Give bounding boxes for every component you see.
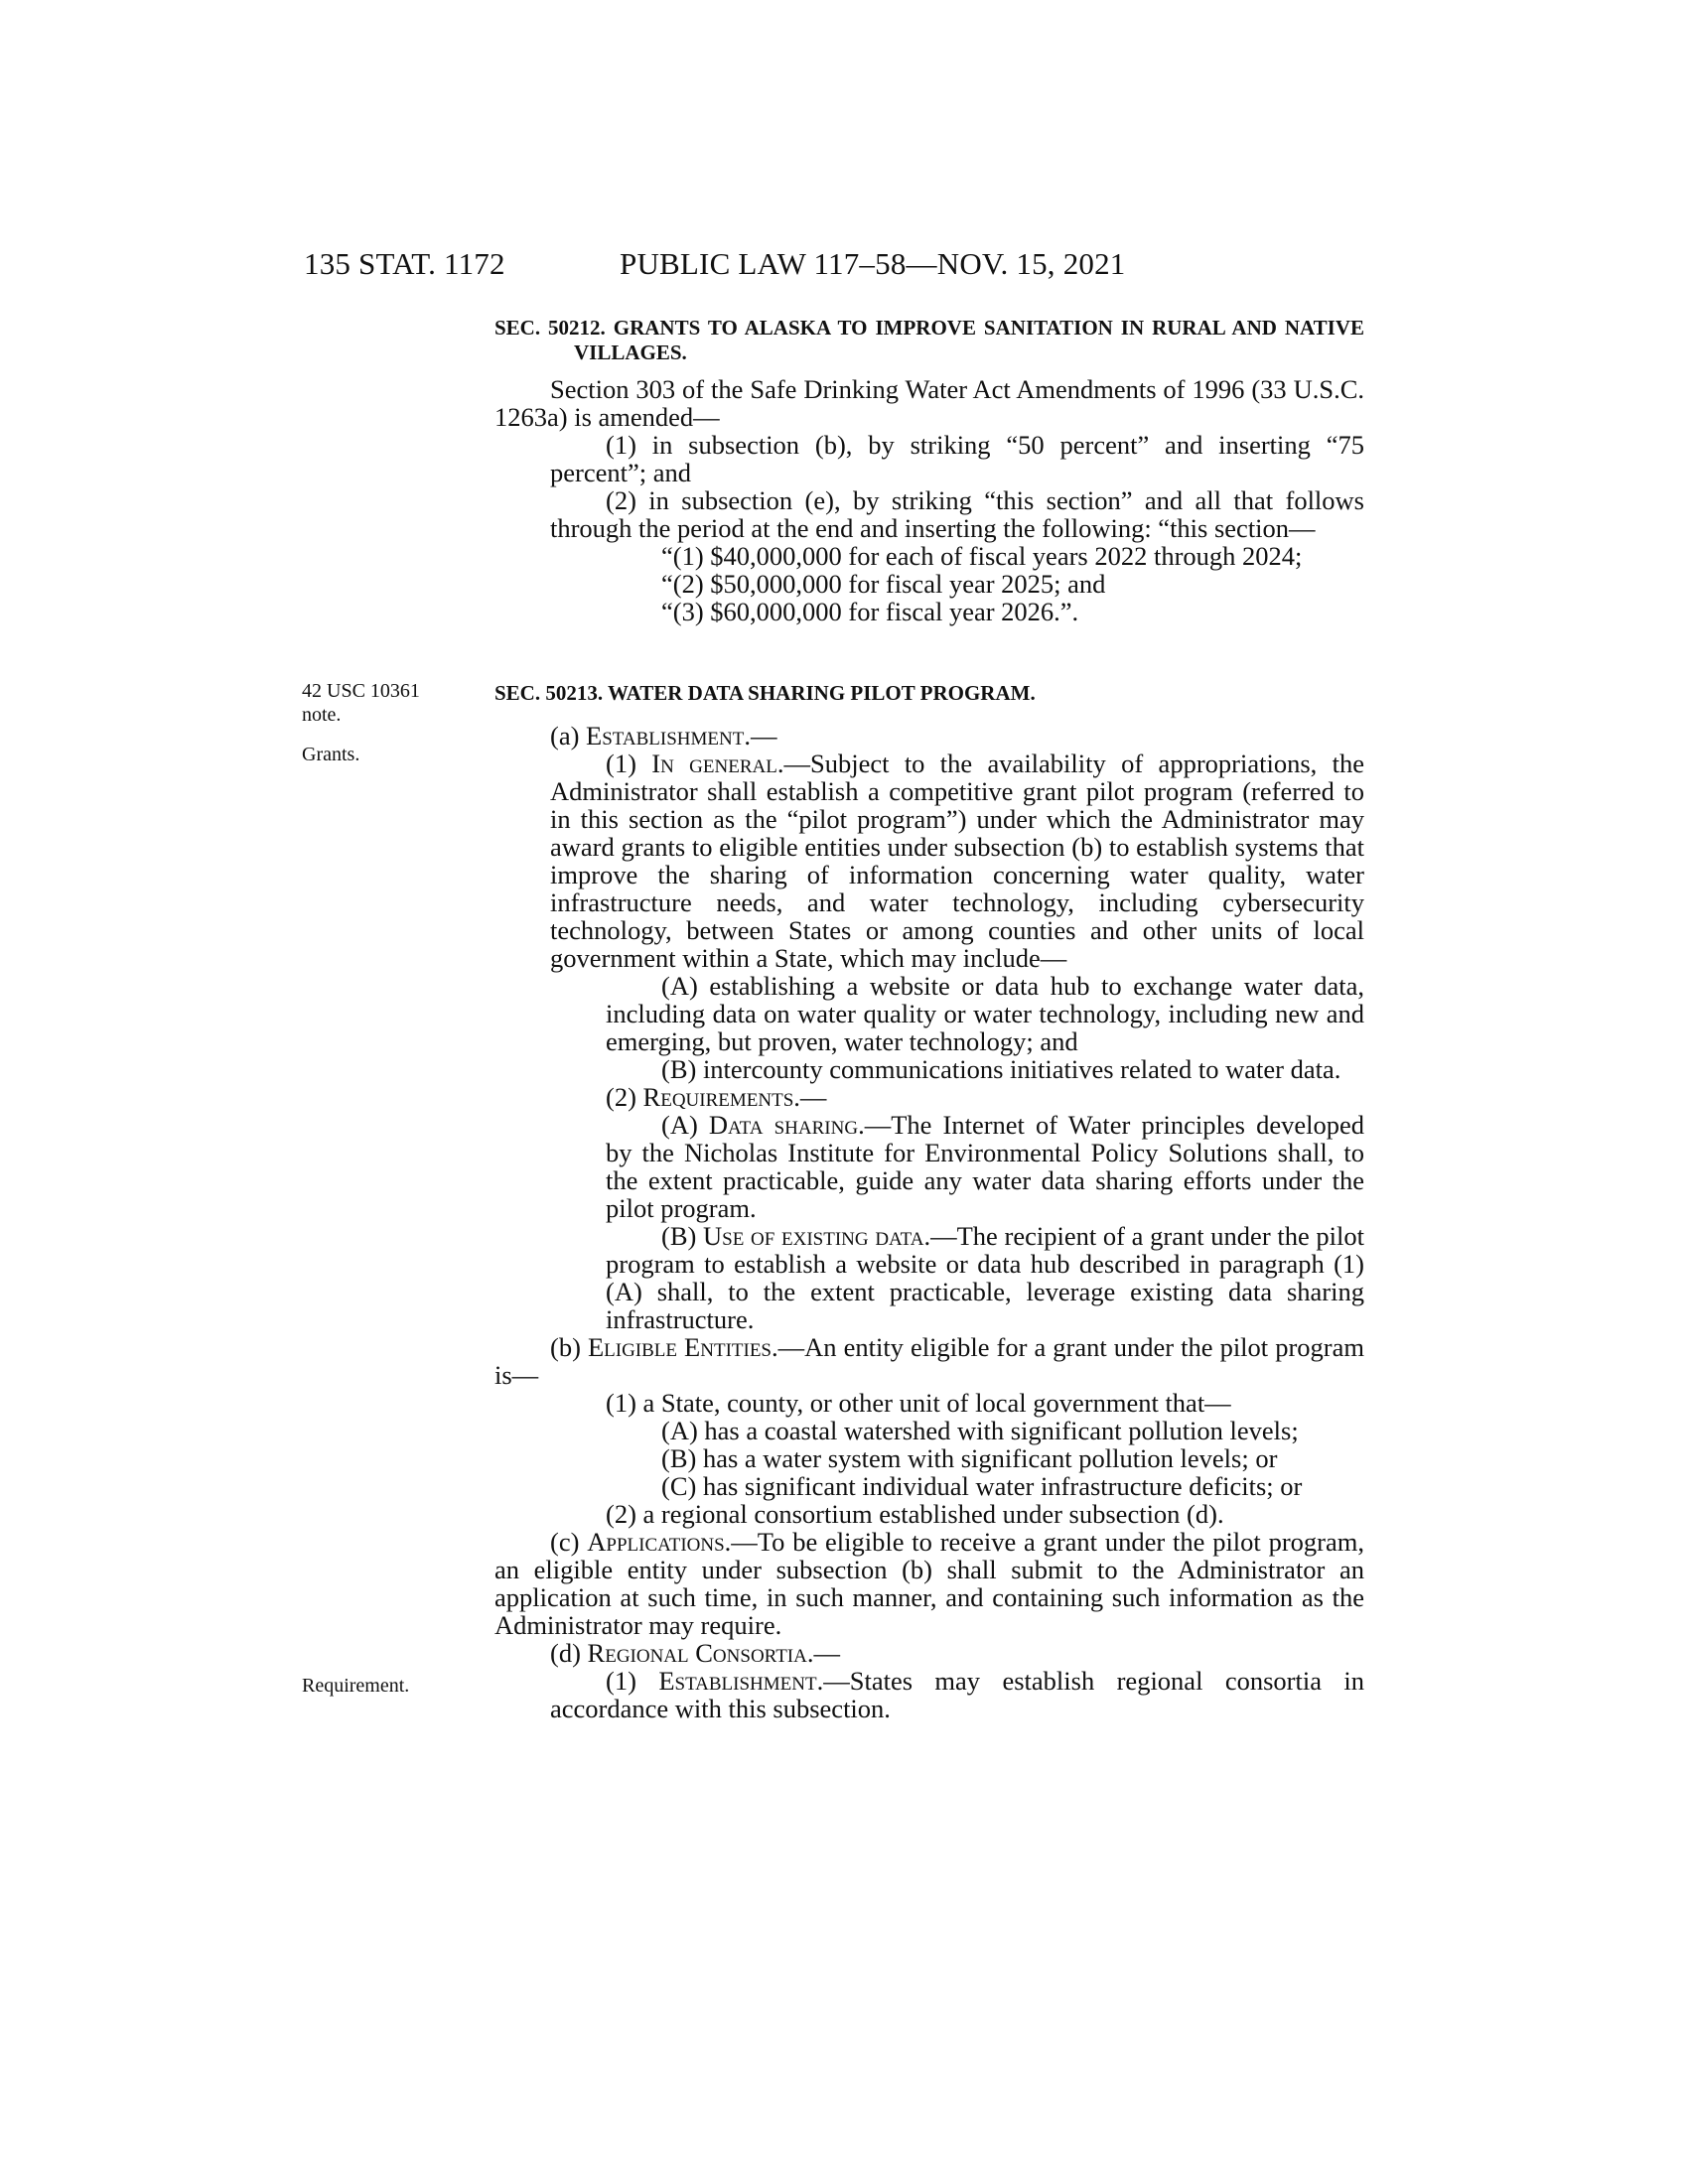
subsection-d-1: (1) Establishment.—States may establish regional consortia in accordance with this subsection. [550, 1666, 1364, 1723]
stat-page-reference: 135 STAT. 1172 [304, 246, 505, 281]
subsection-a-1-A: (A) establishing a website or data hub to exchange water data, including data on water quality or water technology, including new and emerging, but proven, water technology; and [606, 971, 1364, 1056]
subsection-b-1-C: (C) has significant individual water infrastructure deficits; or [661, 1471, 1303, 1501]
margin-note-usc-line2: note. [302, 704, 342, 726]
subsection-a-2-B-title: Use of existing data [703, 1221, 924, 1251]
subsection-a-2-A: (A) Data sharing.—The Internet of Water principles developed by the Nicholas Institute for Environmental Policy Solutions shall, to the extent practicable, guide any water data sharing efforts under the pilot program. [606, 1110, 1364, 1223]
public-law-header: PUBLIC LAW 117–58—NOV. 15, 2021 [620, 246, 1126, 281]
section-50212-item-1: (1) in subsection (b), by striking “50 percent” and inserting “75 percent”; and [550, 430, 1364, 487]
section-50212 [494, 316, 1364, 625]
section-50212-item-2: (2) in subsection (e), by striking “this section” and all that follows through the period at the end and inserting the following: “this section— [550, 485, 1364, 543]
subsection-d-heading: (d) Regional Consortia.— [550, 1638, 840, 1668]
section-50212-quoted-1: “(1) $40,000,000 for each of fiscal years 2022 through 2024; [661, 541, 1303, 571]
section-50213 [494, 681, 1364, 1722]
subsection-b-1-B: (B) has a water system with significant pollution levels; or [661, 1443, 1278, 1473]
subsection-a-2-title: Requirements [642, 1082, 794, 1112]
subsection-c: (c) Applications.—To be eligible to receive a grant under the pilot program, an eligible entity under subsection (b) shall submit to the Administrator an application at such time, in such manner, and containing such information as the Administrator may require. [494, 1527, 1364, 1640]
subsection-a-2-heading: (2) Requirements.— [606, 1082, 827, 1112]
subsection-b-title: Eligible Entities [587, 1332, 773, 1362]
margin-note-usc [302, 679, 420, 727]
subsection-d-1-title: Establishment [658, 1666, 817, 1696]
margin-note-usc-line1: 42 USC 10361 [302, 680, 420, 702]
subsection-d-title: Regional Consortia [587, 1638, 807, 1668]
subsection-b-1: (1) a State, county, or other unit of local government that— [606, 1388, 1231, 1418]
subsection-a-1-title: In general [651, 749, 777, 778]
subsection-a-heading: (a) Establishment.— [550, 721, 777, 751]
section-50212-quoted-3: “(3) $60,000,000 for fiscal year 2026.”. [661, 597, 1079, 626]
subsection-a-title: Establishment [586, 721, 745, 751]
subsection-b-2: (2) a regional consortium established under subsection (d). [606, 1499, 1224, 1529]
subsection-b: (b) Eligible Entities.—An entity eligible for a grant under the pilot program is— [494, 1332, 1364, 1390]
section-50212-quoted-2: “(2) $50,000,000 for fiscal year 2025; and [661, 569, 1106, 599]
section-50212-intro: Section 303 of the Safe Drinking Water Act Amendments of 1996 (33 U.S.C. 1263a) is amended— [494, 374, 1364, 432]
subsection-a-2-B: (B) Use of existing data.—The recipient of a grant under the pilot program to establish a website or data hub described in paragraph (1)(A) shall, to the extent practicable, leverage existing data sharing infrastructure. [606, 1221, 1365, 1334]
subsection-a-1: (1) In general.—Subject to the availability of appropriations, the Administrator shall establish a competitive grant pilot program (referred to in this section as the “pilot program”) under which the Administrator may award grants to eligible entities under subsection (b) to establish systems that improve the sharing of information concerning water quality, water infrastructure needs, and water technology, including cybersecurity technology, between States or among counties and other units of local government within a State, which may include— [550, 749, 1364, 973]
subsection-a-2-A-title: Data sharing [708, 1110, 859, 1140]
section-heading-50212: SEC. 50212. GRANTS TO ALASKA TO IMPROVE SANITATION IN RURAL AND NATIVE VILLAGES. [494, 316, 1364, 364]
subsection-a-1-B: (B) intercounty communications initiatives related to water data. [661, 1054, 1341, 1084]
subsection-b-1-A: (A) has a coastal watershed with significant pollution levels; [661, 1416, 1299, 1445]
margin-note-grants: Grants. [302, 744, 360, 765]
section-heading-50213: SEC. 50213. WATER DATA SHARING PILOT PROGRAM. [494, 681, 1036, 705]
margin-note-requirement: Requirement. [302, 1675, 410, 1697]
subsection-c-title: Applications [587, 1527, 725, 1557]
